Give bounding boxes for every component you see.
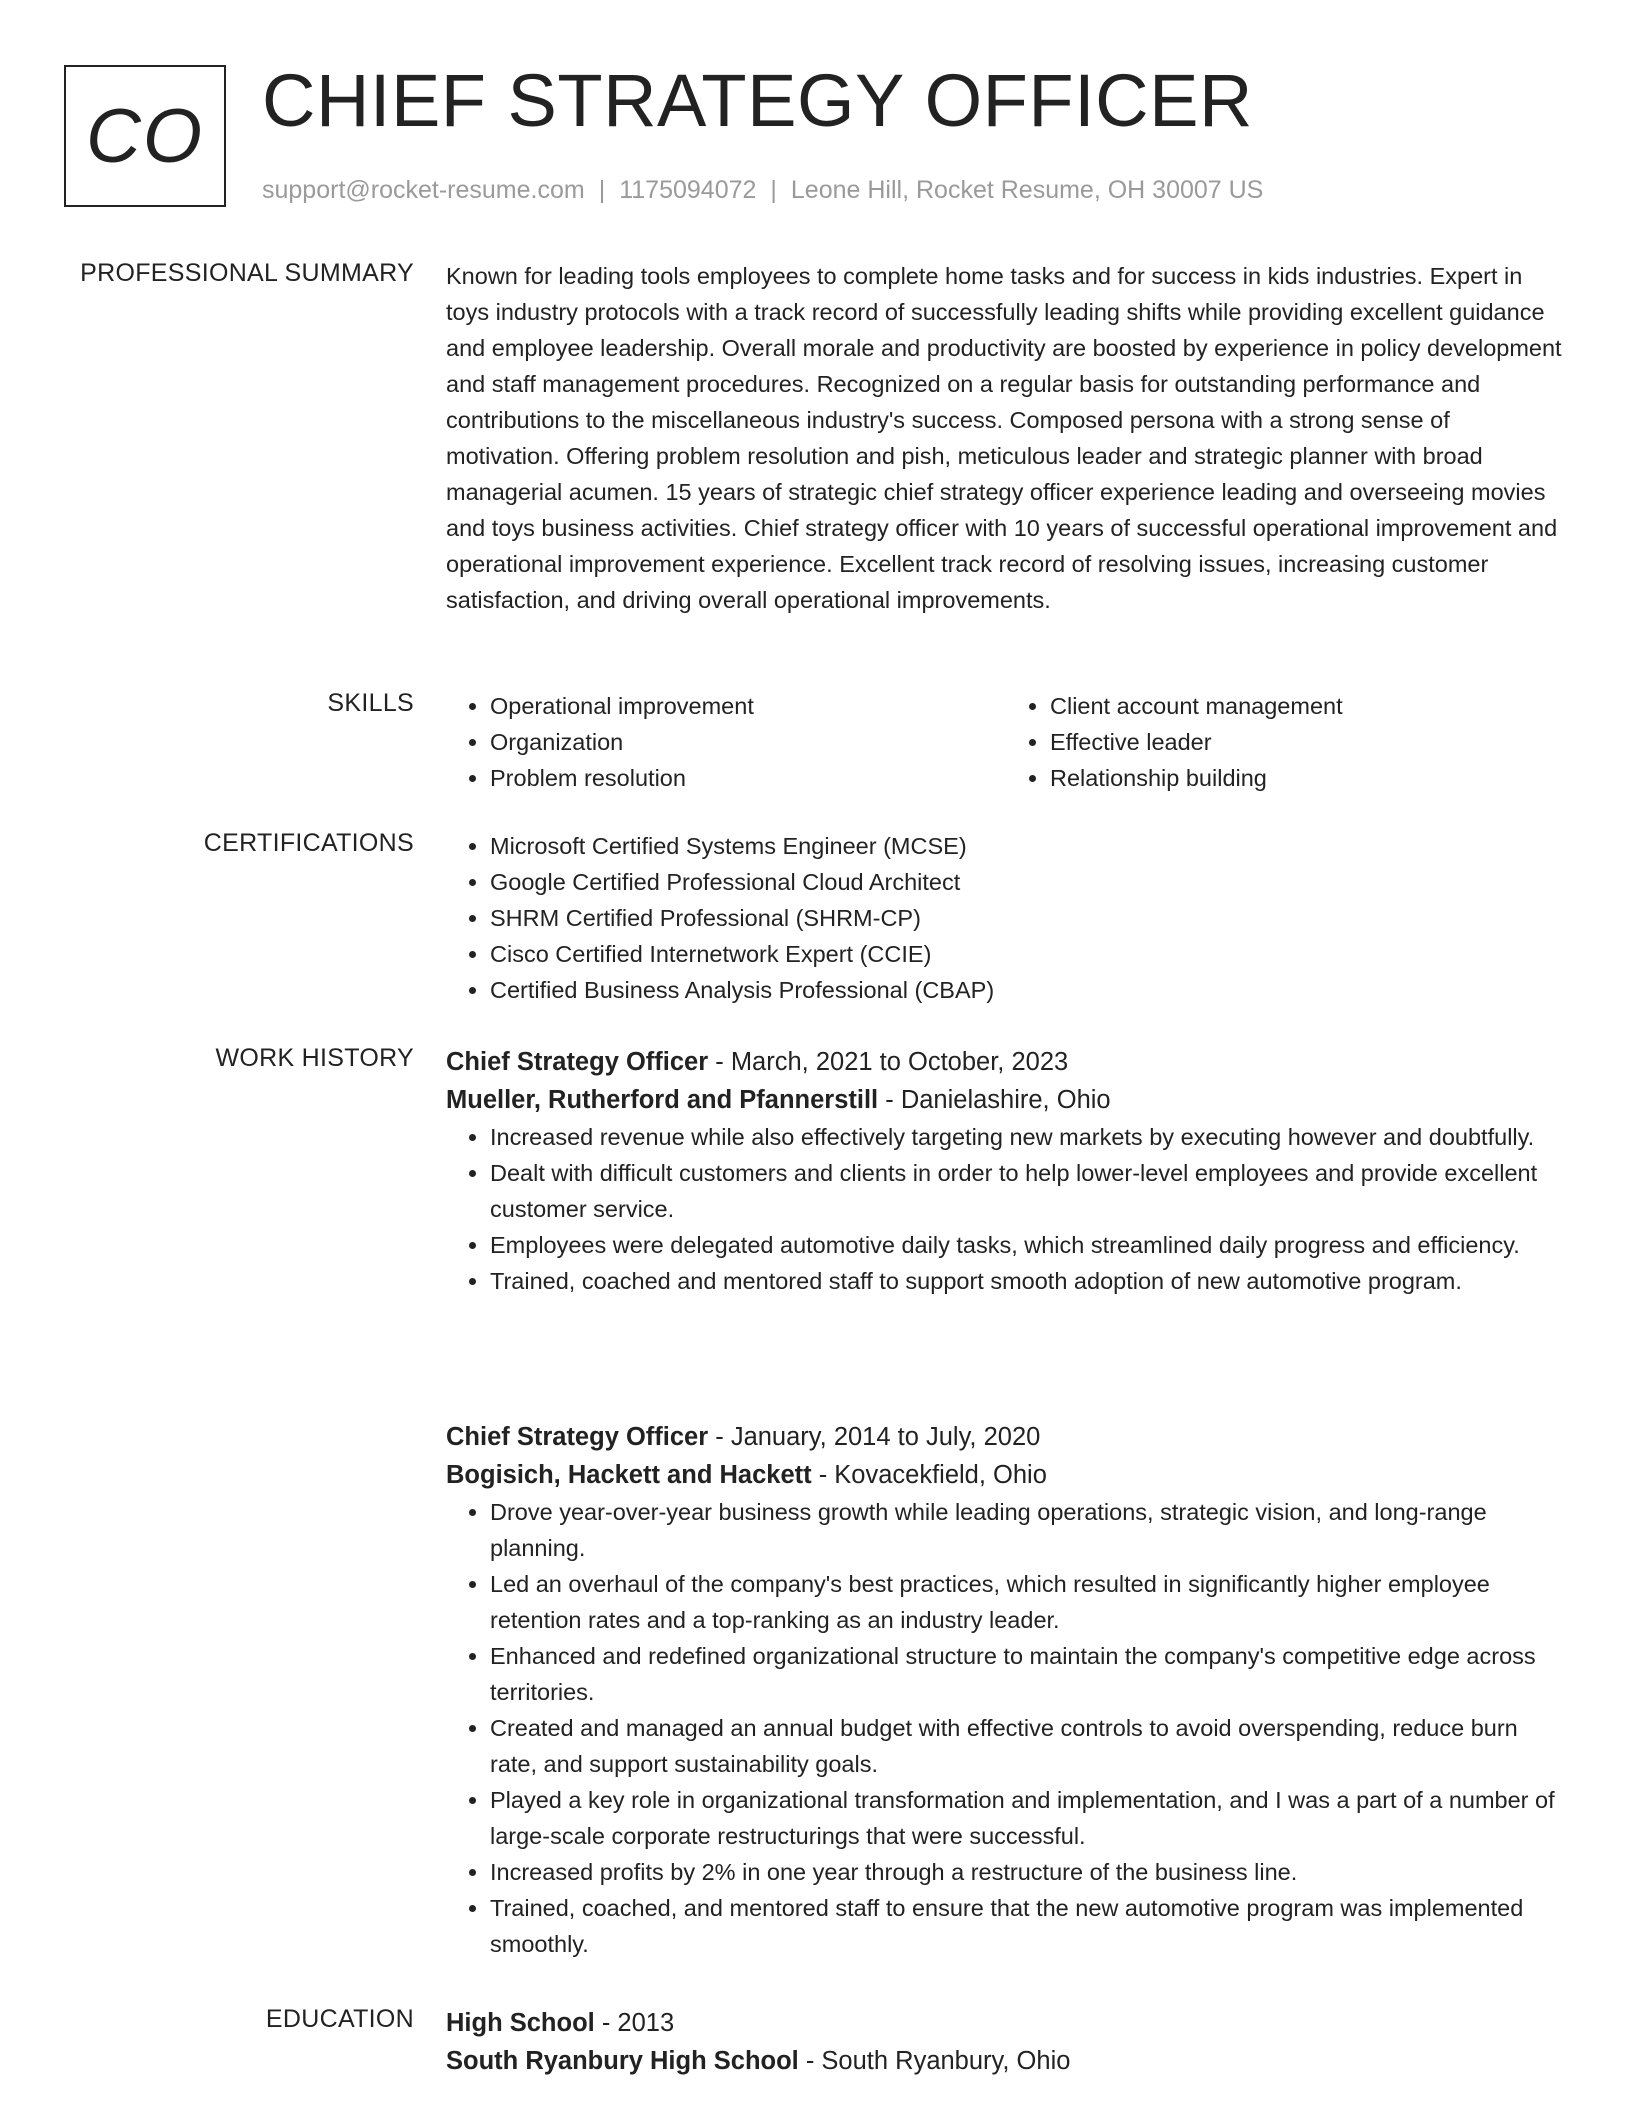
skill-item: • Problem resolution (490, 760, 1006, 796)
job-location: - Kovacekfield, Ohio (811, 1461, 1047, 1489)
education-degree: High School (446, 2009, 595, 2037)
skill-item: • Client account management (1050, 688, 1566, 724)
education-school-line (446, 2042, 1566, 2080)
job-bullet: • Increased profits by 2% in one year through a restructure of the business line. (490, 1854, 1566, 1890)
job-bullet: • Trained, coached and mentored staff to support smooth adoption of new automotive program. (490, 1263, 1566, 1299)
section-heading-education: EDUCATION (265, 2005, 414, 2033)
job-bullet: • Played a key role in organizational transformation and implementation, and I was a part of a number of large-scale corporate restructurings that were successful. (490, 1782, 1566, 1854)
job-title-line (446, 1043, 1566, 1081)
job-bullet: • Increased revenue while also effectively targeting new markets by executing however and doubtfully. (490, 1119, 1566, 1155)
skill-item: • Relationship building (1050, 760, 1566, 796)
job-company-line (446, 1081, 1566, 1119)
skills-list-right (1006, 688, 1566, 796)
job-entry (446, 1043, 1566, 1299)
job-bullet: • Dealt with difficult customers and clients in order to help lower-level employees and provide excellent customer service. (490, 1155, 1566, 1227)
section-heading-work-history: WORK HISTORY (215, 1044, 414, 1072)
contact-line (262, 175, 1263, 205)
contact-phone: 1175094072 (619, 176, 757, 204)
education-year: - 2013 (594, 2009, 675, 2037)
certification-item: • SHRM Certified Professional (SHRM-CP) (490, 900, 1566, 936)
contact-separator: | (598, 176, 606, 204)
skills-body (446, 688, 1566, 796)
job-dates: - January, 2014 to July, 2020 (708, 1423, 1041, 1451)
certification-item: • Certified Business Analysis Professional (CBAP) (490, 972, 1566, 1008)
section-heading-skills: SKILLS (327, 689, 414, 717)
education-school: South Ryanbury High School (446, 2047, 799, 2075)
education-body (446, 2004, 1566, 2080)
job-bullets (446, 1494, 1566, 1962)
job-entry (446, 1418, 1566, 1962)
education-location: - South Ryanbury, Ohio (798, 2047, 1071, 2075)
section-heading-certifications: CERTIFICATIONS (203, 829, 414, 857)
job-company: Bogisich, Hackett and Hackett (446, 1461, 812, 1489)
certifications-body (446, 828, 1566, 1008)
job-bullet: • Employees were delegated automotive daily tasks, which streamlined daily progress and efficiency. (490, 1227, 1566, 1263)
job-bullets (446, 1119, 1566, 1299)
job-company-line (446, 1456, 1566, 1494)
skills-list-left (446, 688, 1006, 796)
education-degree-line (446, 2004, 1566, 2042)
job-bullet: • Drove year-over-year business growth while leading operations, strategic vision, and long-range planning. (490, 1494, 1566, 1566)
job-bullet: • Led an overhaul of the company's best practices, which resulted in significantly higher employee retention rates and a top-ranking as an industry leader. (490, 1566, 1566, 1638)
skill-item: • Organization (490, 724, 1006, 760)
certifications-list (446, 828, 1566, 1008)
certification-item: • Cisco Certified Internetwork Expert (CCIE) (490, 936, 1566, 972)
page-title: CHIEF STRATEGY OFFICER (262, 59, 1253, 142)
skill-item: • Effective leader (1050, 724, 1566, 760)
job-company: Mueller, Rutherford and Pfannerstill (446, 1086, 879, 1114)
job-title-line (446, 1418, 1566, 1456)
job-bullet: • Created and managed an annual budget with effective controls to avoid overspending, reduce burn rate, and support sustainability goals. (490, 1710, 1566, 1782)
monogram-logo: CO (64, 65, 226, 207)
certification-item: • Microsoft Certified Systems Engineer (MCSE) (490, 828, 1566, 864)
job-title: Chief Strategy Officer (446, 1048, 709, 1076)
job-dates: - March, 2021 to October, 2023 (708, 1048, 1069, 1076)
skill-item: • Operational improvement (490, 688, 1006, 724)
job-title: Chief Strategy Officer (446, 1423, 709, 1451)
section-heading-summary: PROFESSIONAL SUMMARY (80, 259, 414, 287)
summary-body (446, 258, 1566, 618)
job-location: - Danielashire, Ohio (878, 1086, 1111, 1114)
job-bullet: • Enhanced and redefined organizational structure to maintain the company's competitive edge across territories. (490, 1638, 1566, 1710)
summary-text: Known for leading tools employees to complete home tasks and for success in kids industries. Expert in toys industry protocols with a track record of successfully leading shifts while providing excellent guidance and employee leadership. Overall morale and productivity are boosted by experience in policy development and staff management procedures. Recognized on a regular basis for outstanding performance and contributions to the miscellaneous industry's success. Composed persona with a strong sense of motivation. Offering problem resolution and pish, meticulous leader and strategic planner with broad managerial acumen. 15 years of strategic chief strategy officer experience leading and overseeing movies and toys business activities. Chief strategy officer with 10 years of successful operational improvement and operational improvement experience. Excellent track record of resolving issues, increasing customer satisfaction, and driving overall operational improvements. (446, 263, 1562, 613)
certification-item: • Google Certified Professional Cloud Architect (490, 864, 1566, 900)
contact-email: support@rocket-resume.com (262, 176, 585, 204)
job-bullet: • Trained, coached, and mentored staff to ensure that the new automotive program was implemented smoothly. (490, 1890, 1566, 1962)
contact-separator: | (770, 176, 777, 204)
contact-address: Leone Hill, Rocket Resume, OH 30007 US (790, 176, 1264, 204)
